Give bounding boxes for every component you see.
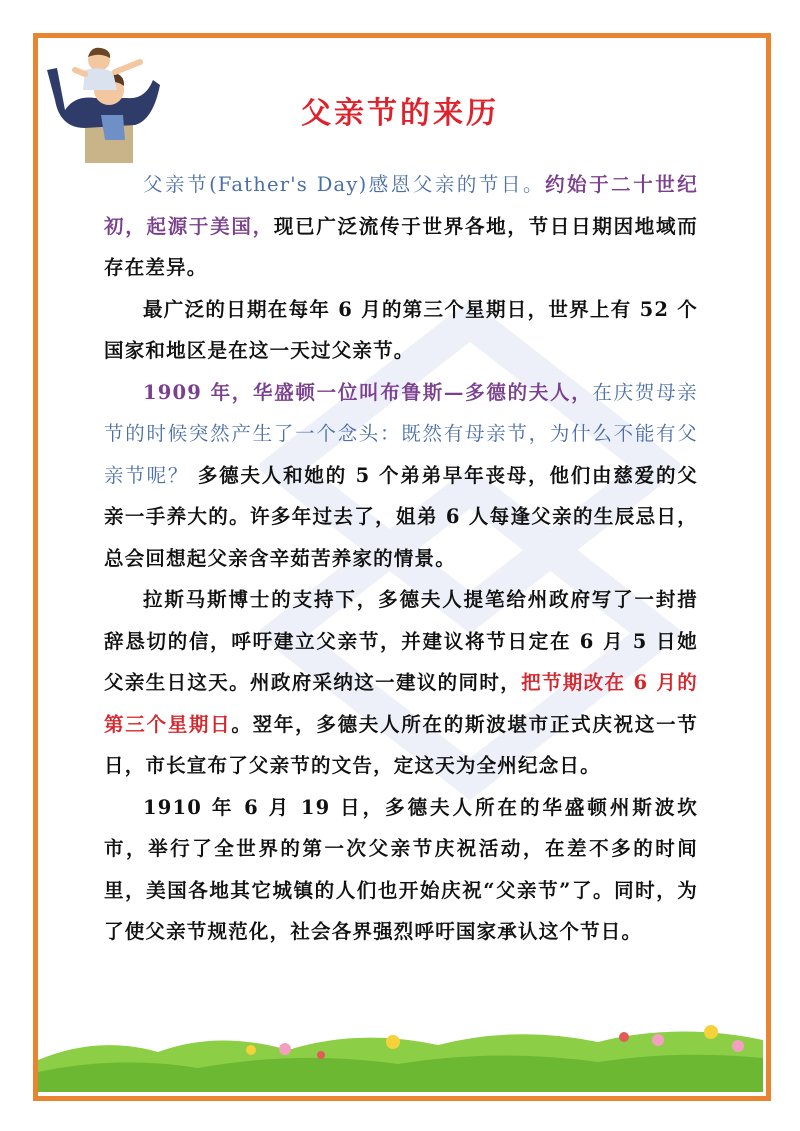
paragraph-5 [104,787,698,953]
text-segment: 在庆贺母亲节的时候突然产生了一个念头：既然有母亲节，为什么不能有父亲节呢？ [104,380,698,487]
text-segment: 父亲节(Father's Day)感恩父亲的节日。 [143,173,546,196]
page-title: 父亲节的来历 [301,96,499,131]
text-segment: 多德夫人和她的 5 个弟弟早年丧母，他们由慈爱的父亲一手养大的。许多年过去了，姐弟 6 人每逢父亲的生辰忌日，总会回想起父亲含辛茹苦养家的情景。 [104,463,698,570]
grass-flowers-decoration [38,1000,763,1092]
text-segment: 把节期改在 6 月的第三个星期日 [104,671,698,736]
text-segment: 1909 年，华盛顿一位叫布鲁斯—多德的夫人， [143,380,593,404]
text-segment: 约始于二十世纪初，起源于美国， [104,173,698,238]
text-segment: 。翌年，多德夫人所在的斯波堪市正式庆祝这一节日，市长宣布了父亲节的文告，定这天为全州纪念日。 [104,712,698,777]
paragraph-4 [104,579,698,787]
paragraph-3 [104,372,698,580]
text-segment: 1910 年 6 月 19 日，多德夫人所在的华盛顿州斯波坎市，举行了全世界的第一次父亲节庆祝活动，在差不多的时间里，美国各地其它城镇的人们也开始庆祝“父亲节”了。同时，为了使父亲节规范化，社会各界强烈呼吁国家承认这个节日。 [104,795,698,943]
article-body [104,164,698,953]
text-segment: 现已广泛流传于世界各地，节日日期因地域而存在差异。 [104,214,698,279]
text-segment: 拉斯马斯博士的支持下，多德夫人提笔给州政府写了一封措辞恳切的信，呼吁建立父亲节，并建议将节日定在 6 月 5 日她父亲生日这天。州政府采纳这一建议的同时， [104,588,698,694]
paragraph-1 [104,164,698,289]
text-segment: 最广泛的日期在每年 6 月的第三个星期日，世界上有 52 个国家和地区是在这一天过父亲节。 [104,297,698,362]
paragraph-2 [104,289,698,372]
